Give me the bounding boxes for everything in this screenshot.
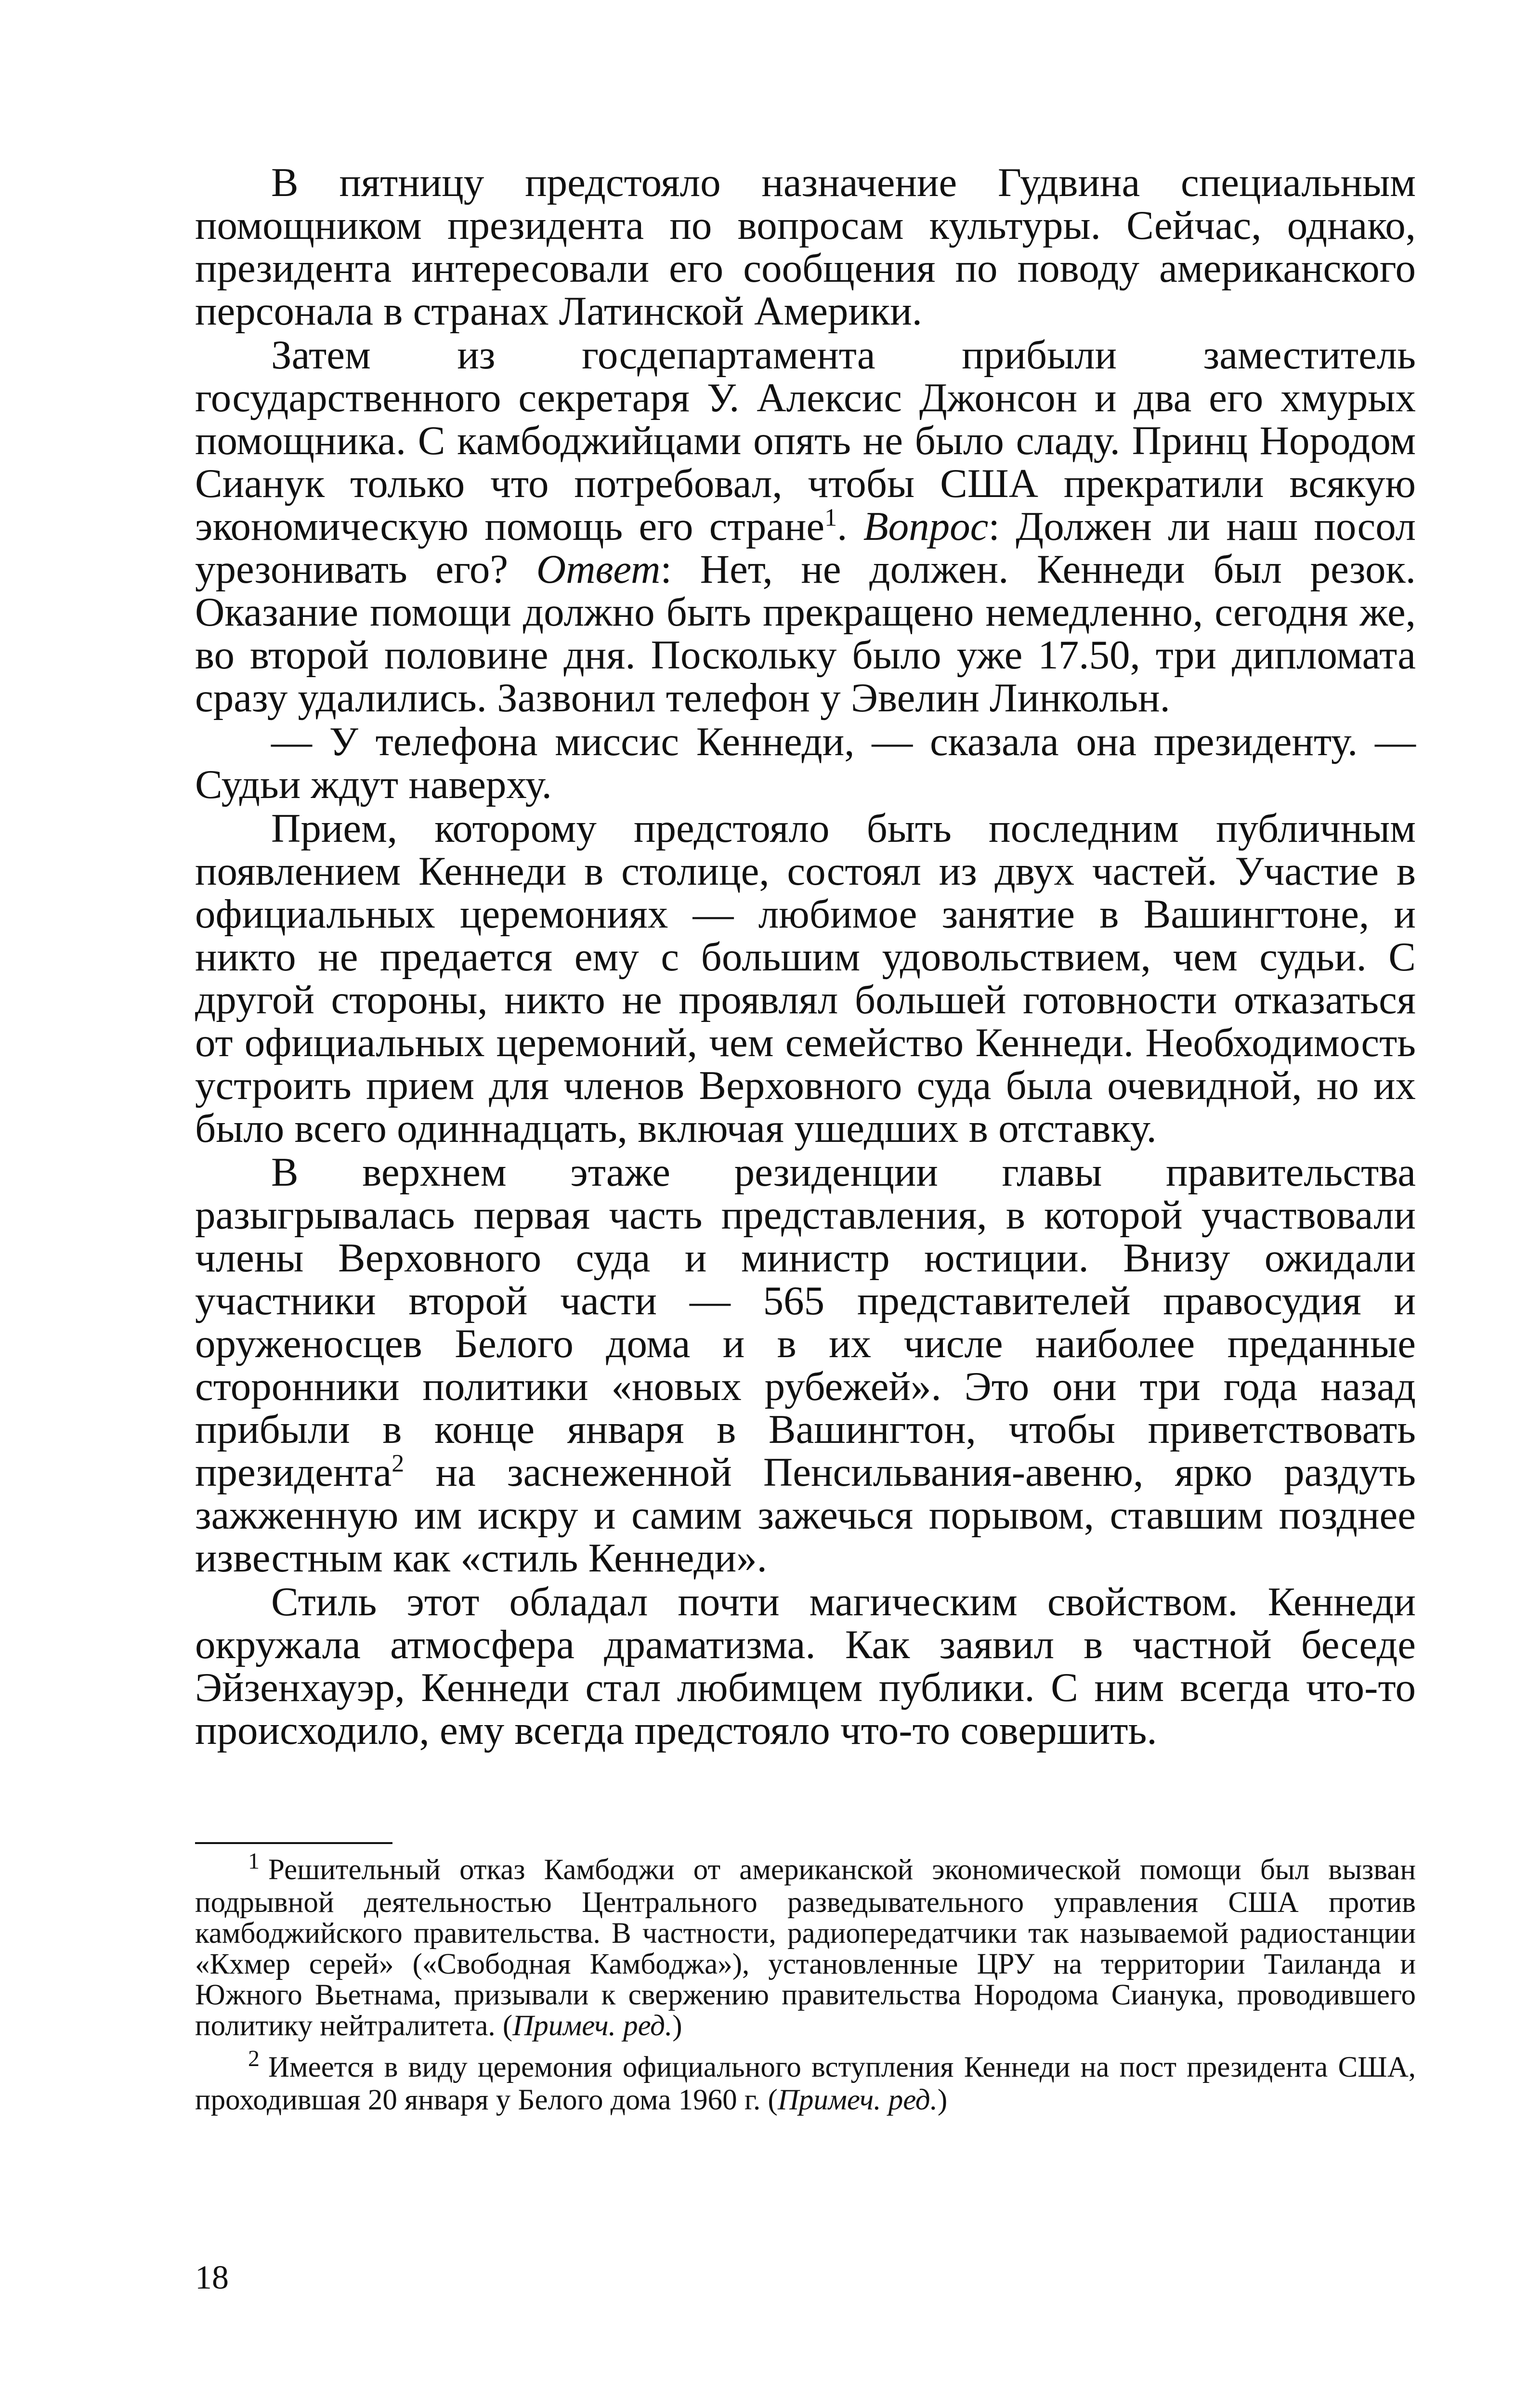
footnote-1-mark: 1 [248, 1848, 260, 1874]
paragraph-4-text: Прием, которому предстояло быть последним публичным появлением Кеннеди в столице, состоял из двух частей. Участие в официальных церемониях — любимое занятие в Вашингтоне, и никто не предается ему с большим удовольствием, чем судьи. С другой стороны, никто не проявлял большей готовности отказаться от официальных церемоний, чем семейство Кеннеди. Необходимость устроить прием для членов Верховного суда была очевидной, но их было всего одиннадцать, включая ушедших в отставку. [195, 806, 1416, 1151]
footnotes [195, 1842, 1416, 2126]
paragraph-5 [195, 1151, 1416, 1580]
footnote-2-text: Имеется в виду церемония официального вступления Кеннеди на пост президента США, проходившая 20 января у Белого дома 1960 г. ( [195, 2051, 1416, 2116]
paragraph-2-text: Затем из госдепартамента прибыли заместитель государственного секретаря У. Алексис Джонсон и два его хмурых помощника. С камбоджийцами опять не было сладу. Принц Нородом Сианук только что потребовал, чтобы США прекратили всякую экономическую помощь его стране [195, 332, 1416, 549]
footnote-ref-1[interactable]: 1 [824, 504, 837, 532]
footnote-2-mark: 2 [248, 2046, 260, 2071]
paragraph-1 [195, 161, 1416, 333]
paragraph-1-text: В пятницу предстояло назначение Гудвина специальным помощником президента по вопросам культуры. Сейчас, однако, президента интересовали его сообщения по поводу американского персонала в странах Латинской Америки. [195, 160, 1416, 334]
paragraph-2-text-c: : Нет, не должен. Кеннеди был резок. Оказание помощи должно быть прекращено немедленно, сегодня же, во второй половине дня. Поскольку было уже 17.50, три дипломата сразу удалились. Зазвонил телефон у Эвелин Линкольн. [195, 547, 1416, 720]
page-number: 18 [195, 2259, 229, 2296]
paragraph-5-text-rest: на заснеженной Пенсильвания-авеню, ярко раздуть зажженную им искру и самим зажечься порывом, ставшим позднее известным как «стиль Кеннеди». [195, 1450, 1416, 1581]
footnote-1 [195, 1848, 1416, 2042]
footnote-1-close: ) [672, 2010, 682, 2042]
footnote-2-close: ) [937, 2084, 948, 2116]
paragraph-3-text: — У телефона миссис Кеннеди, — сказала она президенту. — Судьи ждут наверху. [195, 719, 1416, 807]
footnote-2 [195, 2046, 1416, 2116]
paragraph-6-text: Стиль этот обладал почти магическим свойством. Кеннеди окружала атмосфера драматизма. Как заявил в частной беседе Эйзенхауэр, Кеннеди стал любимцем публики. С ним всегда что-то происходило, ему всегда предстояло что-то совершить. [195, 1579, 1416, 1753]
main-text [195, 161, 1416, 1753]
footnote-divider [195, 1842, 392, 1844]
footnote-1-note: Примеч. ред. [512, 2010, 673, 2042]
paragraph-4 [195, 807, 1416, 1150]
paragraph-5-text: В верхнем этаже резиденции главы правительства разыгрывалась первая часть представления, в которой участвовали члены Верховного суда и министр юстиции. Внизу ожидали участники второй части — 565 представителей правосудия и оруженосцев Белого дома и в их числе наиболее преданные сторонники политики «новых рубежей». Это они три года назад прибыли в конце января в Вашингтон, чтобы приветствовать президента [195, 1150, 1416, 1495]
footnote-ref-2[interactable]: 2 [392, 1450, 405, 1478]
paragraph-3 [195, 720, 1416, 806]
question-label: Вопрос [863, 504, 989, 549]
answer-label: Ответ [536, 547, 661, 592]
paragraph-2 [195, 334, 1416, 720]
paragraph-6 [195, 1581, 1416, 1752]
footnote-1-text: Решительный отказ Камбоджи от американской экономической помощи был вызван подрывной деятельностью Центрального разведывательного управления США против камбоджийского правительства. В частности, радиопередатчики так называемой радиостанции «Кхмер серей» («Свободная Камбоджа»), установленные ЦРУ на территории Таиланда и Южного Вьетнама, призывали к свержению правительства Нородома Сианука, проводившего политику нейтралитета. ( [195, 1854, 1416, 2042]
paragraph-2-text-a: . [837, 504, 863, 549]
paragraph-2-text-b: : Должен ли наш посол урезонивать его? [195, 504, 1416, 592]
footnote-2-note: Примеч. ред. [777, 2084, 938, 2116]
